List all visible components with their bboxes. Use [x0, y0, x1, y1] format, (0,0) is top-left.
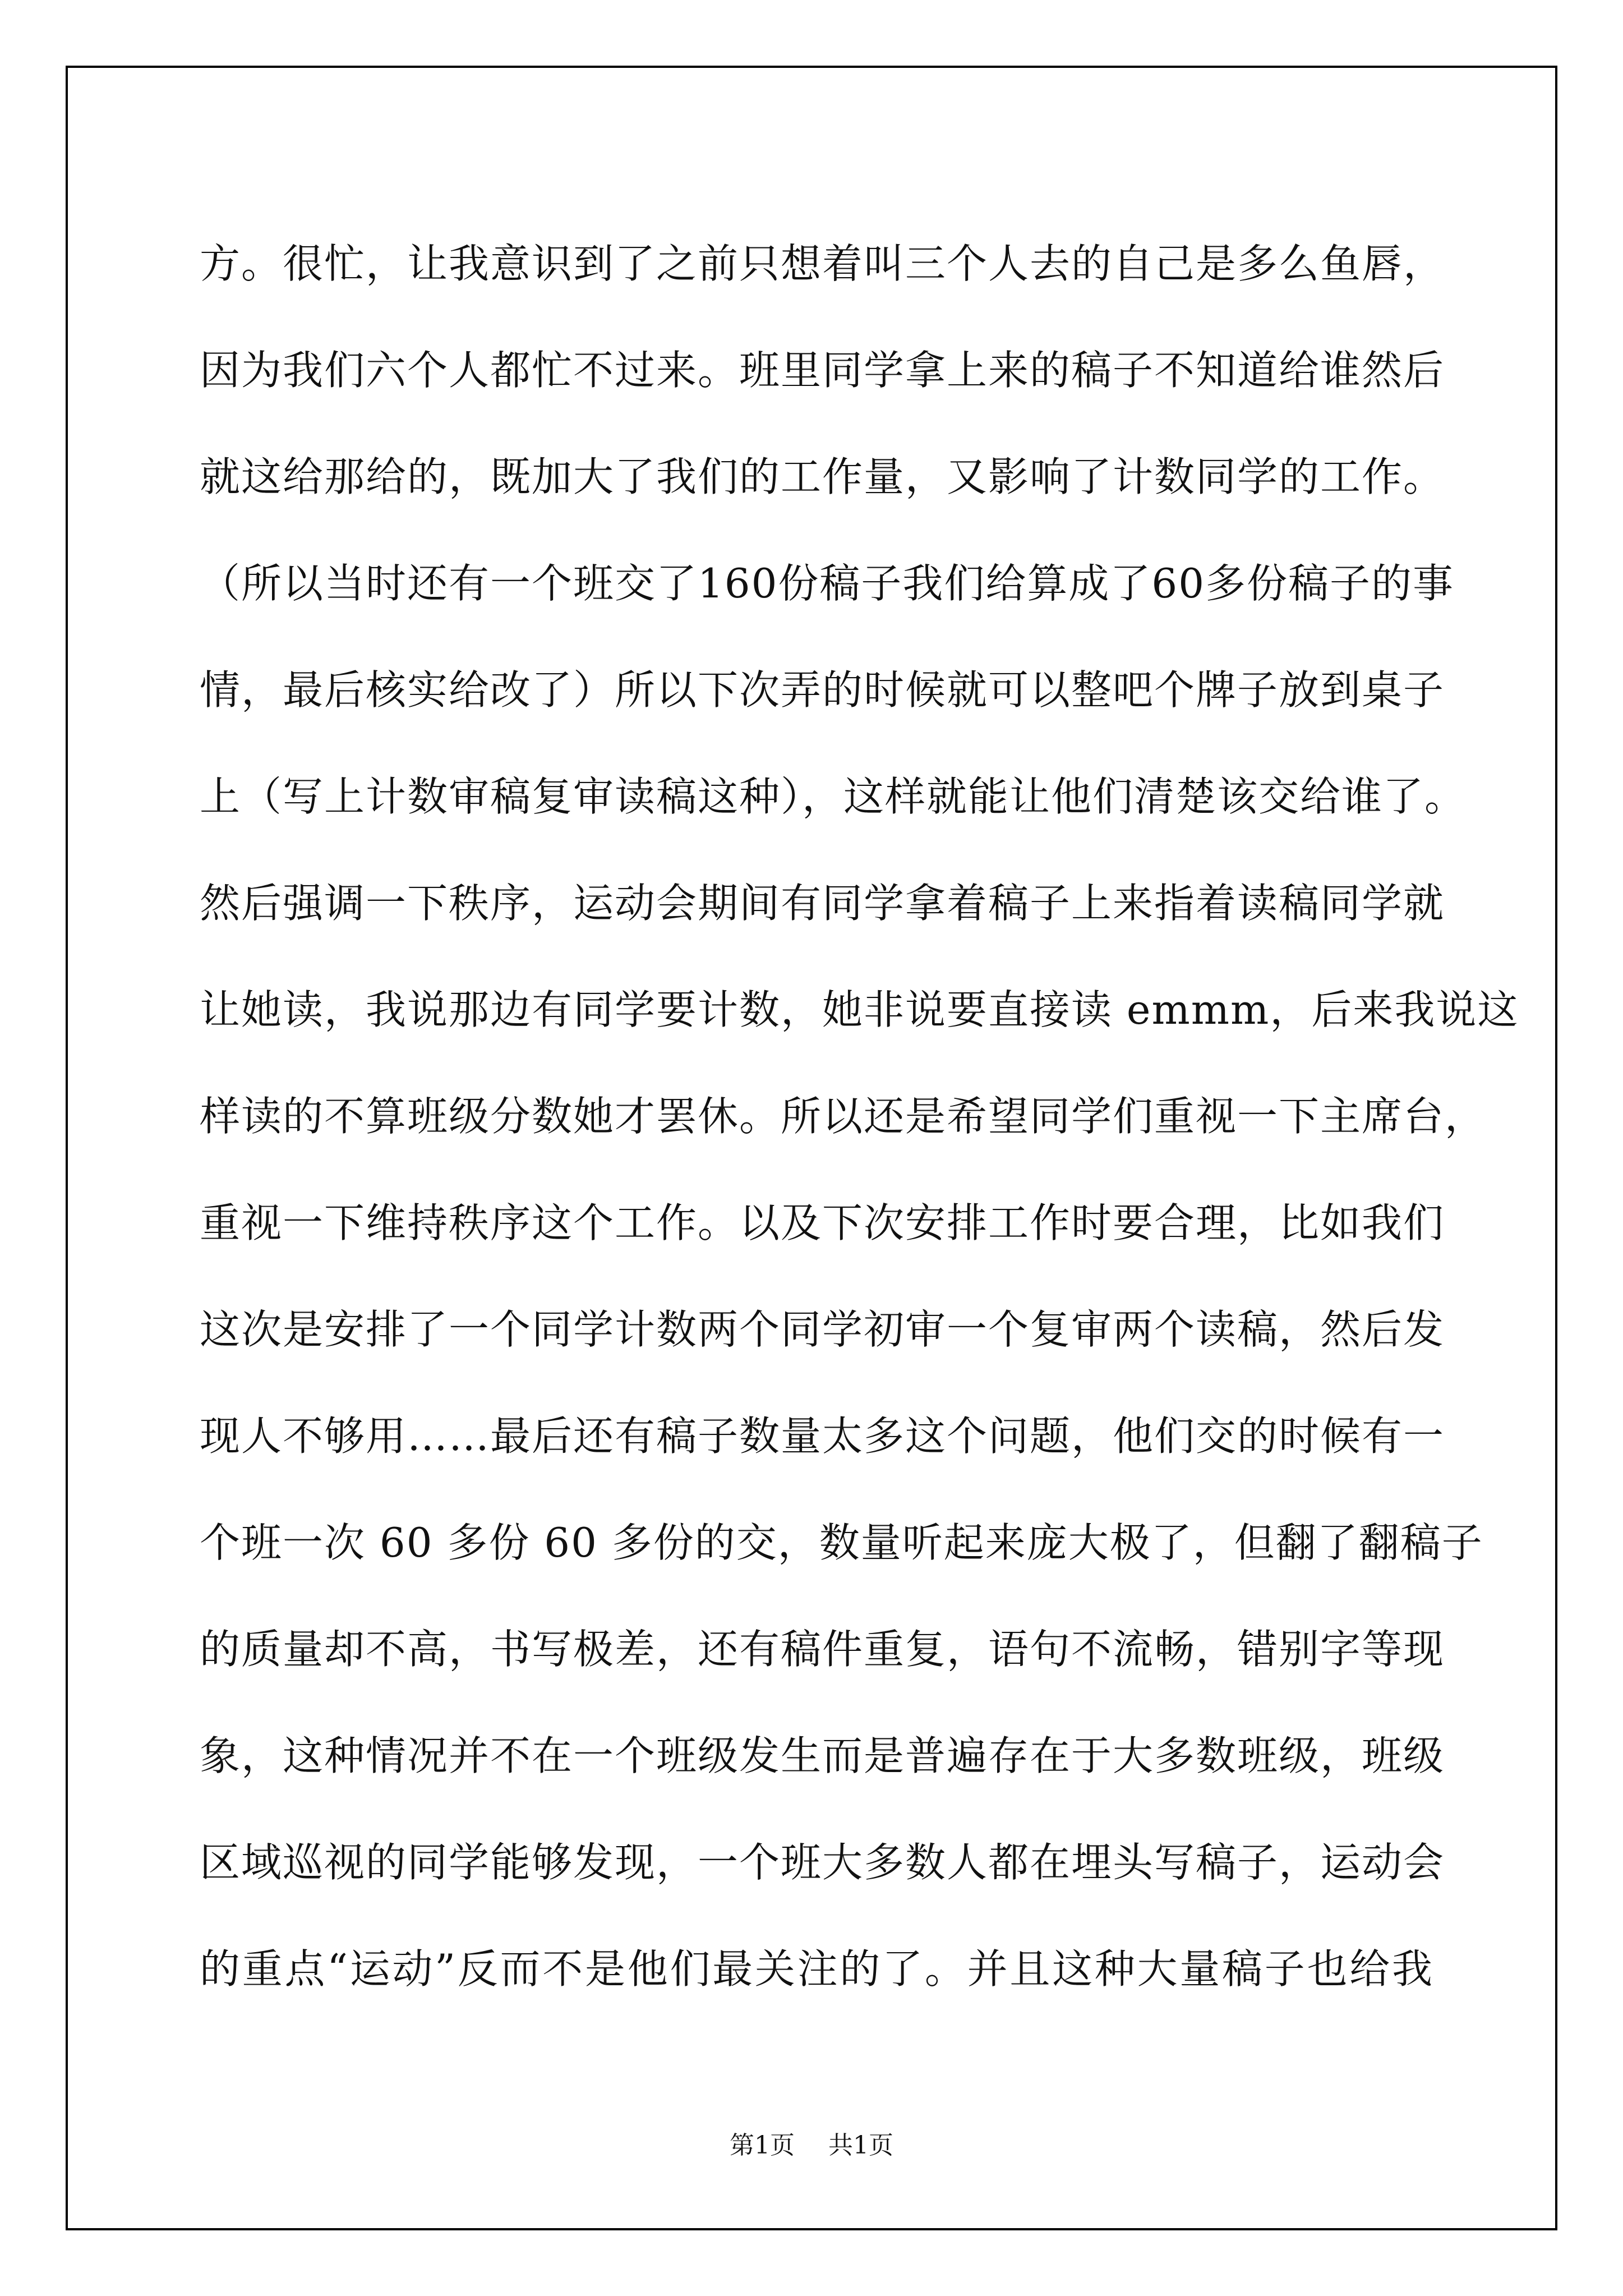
text-line-4: （所以当时还有一个班交了160份稿子我们给算成了60多份稿子的事 [200, 560, 1455, 607]
text-line-2: 因为我们六个人都忙不过来。班里同学拿上来的稿子不知道给谁然后 [200, 347, 1445, 394]
text-line-5: 情，最后核实给改了）所以下次弄的时候就可以整吧个牌子放到桌子 [200, 666, 1445, 714]
text-line-10: 重视一下维持秩序这个工作。以及下次安排工作时要合理，比如我们 [200, 1199, 1445, 1246]
text-line-16: 区域巡视的同学能够发现，一个班大多数人都在埋头写稿子，运动会 [200, 1839, 1445, 1886]
text-line-12: 现人不够用……最后还有稿子数量太多这个问题，他们交的时候有一 [200, 1412, 1445, 1460]
text-line-1: 方。很忙，让我意识到了之前只想着叫三个人去的自己是多么鱼唇， [200, 240, 1445, 287]
text-line-3: 就这给那给的，既加大了我们的工作量，又影响了计数同学的工作。 [200, 453, 1445, 500]
text-line-15: 象，这种情况并不在一个班级发生而是普遍存在于大多数班级，班级 [200, 1732, 1445, 1779]
document-body [200, 210, 1519, 2022]
page-total: 共1页 [828, 2131, 893, 2160]
text-line-9: 样读的不算班级分数她才罢休。所以还是希望同学们重视一下主席台， [200, 1093, 1487, 1140]
text-line-11: 这次是安排了一个同学计数两个同学初审一个复审两个读稿，然后发 [200, 1306, 1445, 1353]
text-line-6: 上（写上计数审稿复审读稿这种），这样就能让他们清楚该交给谁了。 [200, 773, 1467, 820]
page-footer [0, 2129, 1623, 2162]
text-line-8: 让她读，我说那边有同学要计数，她非说要直接读 emmm，后来我说这 [200, 986, 1519, 1033]
text-line-17: 的重点“运动”反而不是他们最关注的了。并且这种大量稿子也给我 [200, 1945, 1433, 1993]
text-line-14: 的质量却不高，书写极差，还有稿件重复，语句不流畅，错别字等现 [200, 1626, 1445, 1673]
text-line-13: 个班一次 60 多份 60 多份的交，数量听起来庞大极了，但翻了翻稿子 [200, 1519, 1483, 1566]
page-number: 第1页 [730, 2131, 795, 2160]
text-line-7: 然后强调一下秩序，运动会期间有同学拿着稿子上来指着读稿同学就 [200, 880, 1445, 927]
